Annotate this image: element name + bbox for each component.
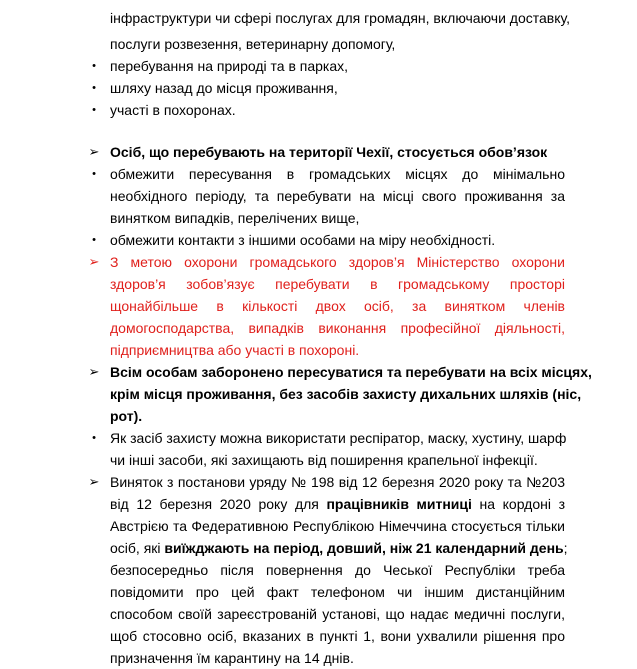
text-run: на кордоні з <box>471 496 565 512</box>
bold-paragraph-line: рот). <box>110 408 143 424</box>
list-item: Як засіб захисту можна використати респіратор, маску, хустину, шарф <box>110 430 567 446</box>
bullet-icon: • <box>92 60 96 72</box>
text-run: осіб, які <box>110 540 165 556</box>
highlight-paragraph-line: домогосподарства, випадків виконання професійної діяльності, <box>110 320 565 336</box>
highlight-paragraph-line: підприємництва або участі в похороні. <box>110 342 360 358</box>
list-item: обмежити контакти з іншими особами на міру необхідності. <box>110 232 496 248</box>
bullet-icon: • <box>92 168 96 180</box>
arrow-bullet-icon: ➢ <box>88 144 100 159</box>
text-line <box>110 647 565 669</box>
bullet-icon: • <box>92 82 96 94</box>
list-item: участі в похоронах. <box>110 102 236 118</box>
list-item: перебування на природі та в парках, <box>110 58 349 74</box>
text-run: . <box>349 650 354 666</box>
text-line: послуги розвезення, ветеринарну допомогу, <box>110 36 396 52</box>
bold-run: виїжджають на період, довший, ніж 21 календарний день <box>164 540 564 556</box>
bold-paragraph-line: Всім особам заборонено пересуватися та перебувати на всіх місцях, <box>110 364 592 380</box>
text-line: безпосередньо після повернення до Чеської Республіки треба <box>110 562 565 578</box>
text-line <box>110 493 565 515</box>
text-line <box>110 537 568 559</box>
bullet-icon: • <box>92 432 96 444</box>
text-line: необхідного періоду, та перебувати на місці свого проживання за <box>110 188 565 204</box>
arrow-bullet-icon: ➢ <box>88 474 100 489</box>
text-line: способом своїй зареєстрованій установі, що надає медичні послуги, <box>110 606 565 622</box>
text-run: ; <box>563 540 568 556</box>
text-line: інфраструктури чи сфері послугах для громадян, включаючи доставку, <box>110 10 570 26</box>
text-run: призначення їм карантину на <box>110 650 305 666</box>
bold-run: працівників митниці <box>326 496 472 512</box>
text-run: від 12 березня 2020 року для <box>110 496 327 512</box>
text-line: Виняток з постанови уряду № 198 від 12 березня 2020 року та №203 <box>110 474 565 490</box>
section-heading: Осіб, що перебувають на території Чехії, стосується обов’язок <box>110 144 548 160</box>
highlight-paragraph-line: З метою охорони громадського здоров’я Міністерство охорони <box>110 254 565 270</box>
text-run: 14 днів <box>304 650 350 666</box>
arrow-bullet-icon: ➢ <box>88 254 100 269</box>
bold-paragraph-line: крім місця проживання, без засобів захисту дихальних шляхів (ніс, <box>110 386 582 402</box>
list-item: шляху назад до місця проживання, <box>110 80 338 96</box>
text-line: винятком випадків, перелічених вище, <box>110 210 360 226</box>
text-line: щоб стосовно осіб, вказаних в пункті 1, вони ухвалили рішення про <box>110 628 565 644</box>
arrow-bullet-icon: ➢ <box>88 364 100 379</box>
text-line: Австрією та Федеративною Республікою Німеччина стосується тільки <box>110 518 565 534</box>
text-line: повідомити про цей факт телефоном чи іншим дистанційним <box>110 584 565 600</box>
bullet-icon: • <box>92 104 96 116</box>
highlight-paragraph-line: здоров’я зобов’язує перебувати в громадському просторі <box>110 276 565 292</box>
list-item: обмежити пересування в громадських місцях до мінімально <box>110 166 565 182</box>
bullet-icon: • <box>92 234 96 246</box>
text-line: чи інші засоби, які захищають від поширення крапельної інфекції. <box>110 452 538 468</box>
highlight-paragraph-line: щонайбільше в кількості двох осіб, за винятком членів <box>110 298 565 314</box>
